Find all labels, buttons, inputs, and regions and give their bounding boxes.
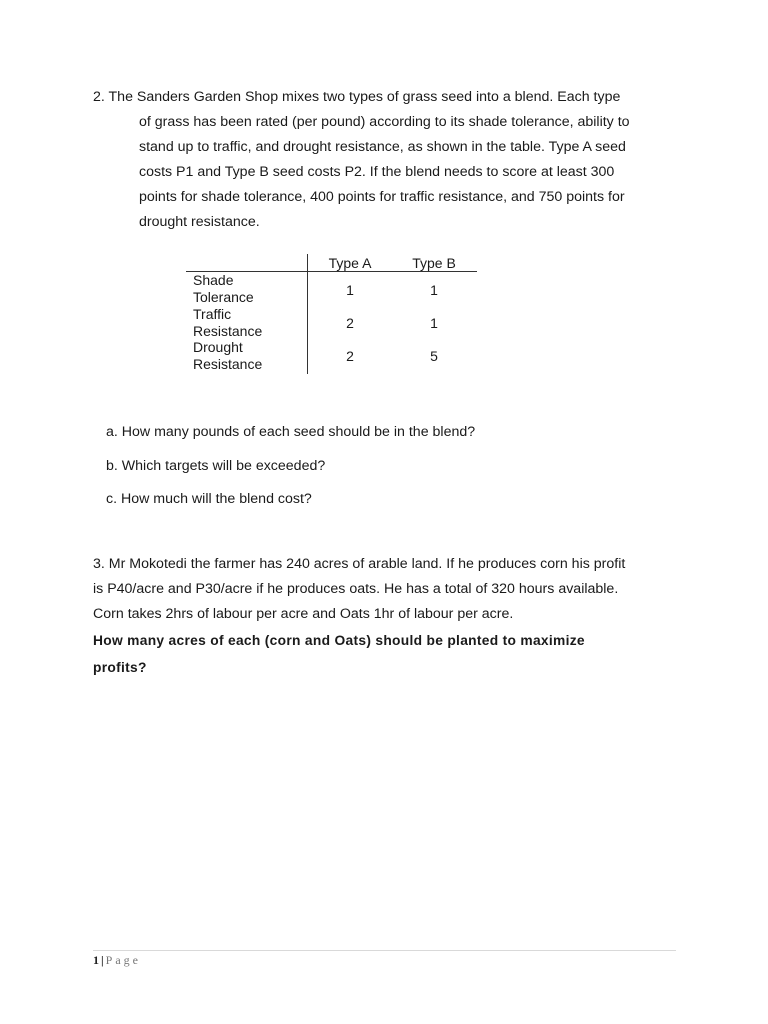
question-2-line: stand up to traffic, and drought resistance, as shown in the table. Type A seed	[139, 139, 626, 155]
question-2-line: 2. The Sanders Garden Shop mixes two types of grass seed into a blend. Each type	[93, 89, 621, 105]
table-cell: 2	[346, 348, 354, 364]
question-3-line: is P40/acre and P30/acre if he produces oats. He has a total of 320 hours available.	[93, 581, 619, 597]
question-2-line: drought resistance.	[139, 214, 260, 230]
page-number: 1	[93, 953, 99, 967]
page-label: Page	[105, 953, 141, 967]
table-cell: 1	[346, 282, 354, 298]
table-cell: 1	[430, 282, 438, 298]
table-row-label-drought	[193, 339, 262, 373]
question-2-text	[93, 85, 693, 235]
table-cell: 2	[346, 315, 354, 331]
question-3-bold-line: How many acres of each (corn and Oats) should be planted to maximize	[93, 633, 585, 648]
row-label-line: Drought	[193, 339, 243, 355]
question-3-line: Corn takes 2hrs of labour per acre and Oats 1hr of labour per acre.	[93, 606, 514, 622]
sub-question-c: c. How much will the blend cost?	[106, 491, 312, 507]
question-3-bold-line: profits?	[93, 660, 147, 675]
question-3-line: 3. Mr Mokotedi the farmer has 240 acres of arable land. If he produces corn his profit	[93, 556, 626, 572]
table-header-type-b: Type B	[412, 255, 456, 271]
table-cell: 5	[430, 348, 438, 364]
seed-ratings-table	[186, 253, 478, 375]
table-header-type-a: Type A	[328, 255, 372, 271]
question-2-line: costs P1 and Type B seed costs P2. If the blend needs to score at least 300	[139, 164, 615, 180]
footer-divider	[93, 950, 676, 951]
sub-question-b: b. Which targets will be exceeded?	[106, 458, 326, 474]
question-3-text	[93, 552, 713, 681]
table-row-label-traffic	[193, 306, 262, 340]
table-cell: 1	[430, 315, 438, 331]
question-2-line: points for shade tolerance, 400 points for traffic resistance, and 750 points for	[139, 189, 625, 205]
row-label-line: Traffic	[193, 306, 232, 322]
row-label-line: Shade	[193, 272, 234, 288]
page-footer	[93, 953, 141, 968]
sub-question-a: a. How many pounds of each seed should be in the blend?	[106, 424, 476, 440]
row-label-line: Tolerance	[193, 289, 254, 305]
footer-separator: |	[101, 953, 104, 967]
row-label-line: Resistance	[193, 323, 263, 339]
row-label-line: Resistance	[193, 356, 263, 372]
table-vertical-rule	[307, 254, 308, 374]
question-2-line: of grass has been rated (per pound) according to its shade tolerance, ability to	[139, 114, 630, 130]
table-row-label-shade	[193, 272, 254, 306]
